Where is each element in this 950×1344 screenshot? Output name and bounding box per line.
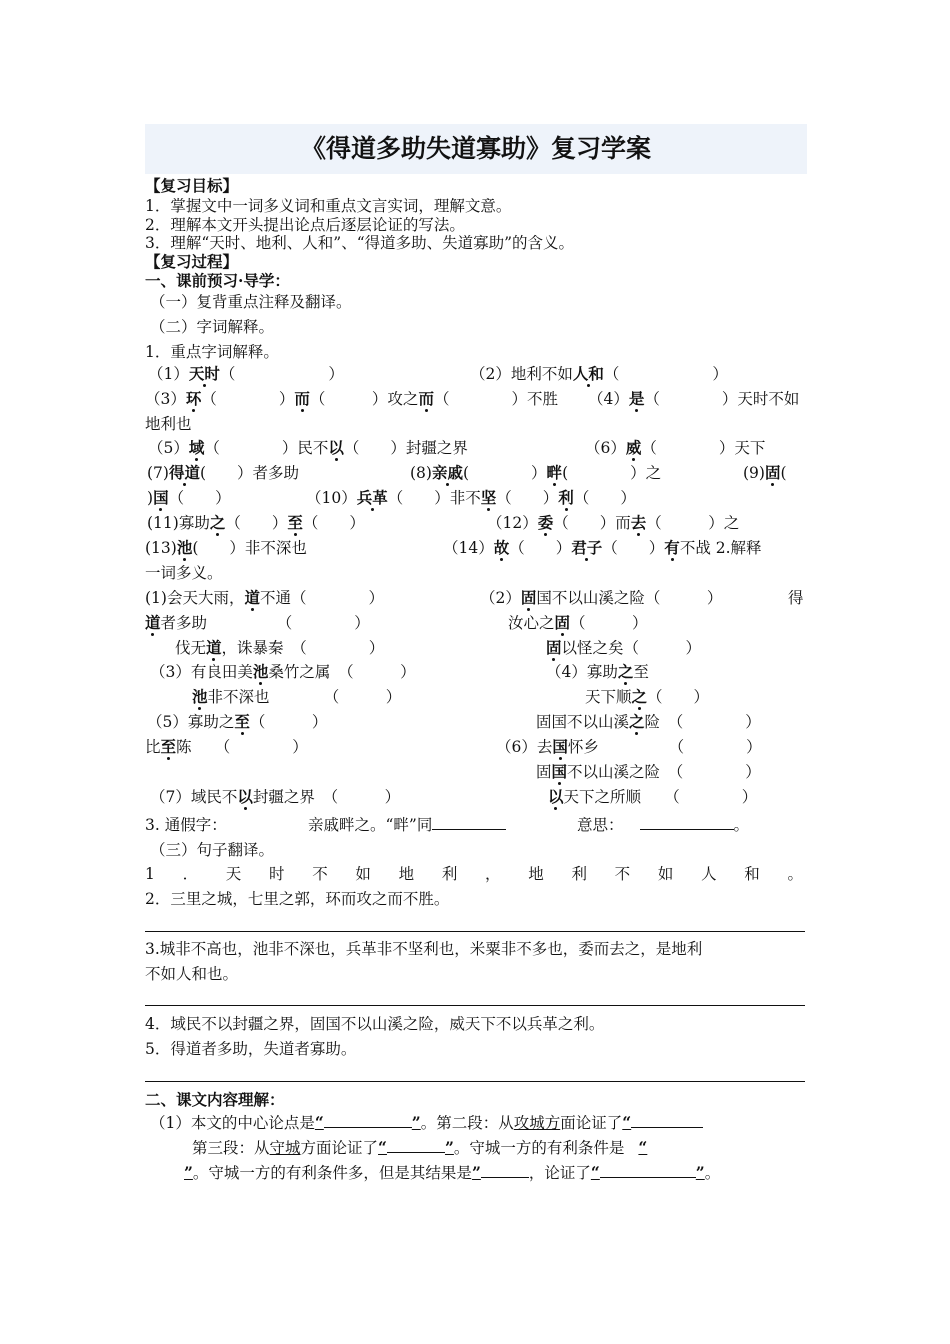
answer-line[interactable] [145,931,805,932]
tongjia-label: 3. 通假字： [145,816,227,834]
poly-item: （2）固国不以山溪之险（ ） [480,588,723,607]
answer-line[interactable] [145,1081,805,1082]
section-1: （一）复背重点注释及翻译。 [150,293,352,311]
vocab-item: )国（ ） [147,488,231,507]
process-heading: 【复习过程】 [145,252,239,271]
vocab-item: (9)固( [743,463,787,482]
vocab-item: （12）委（ ）而去（ ）之 [487,513,740,532]
poly-item: 道者多助 （ ） [145,613,370,632]
sentence-3-cont: 不如人和也。 [145,965,239,983]
answer-blank[interactable] [600,1163,696,1178]
poly-item: 固国不以山溪之险 （ ） [536,712,761,731]
poly-item: 汝心之固（ ） [508,613,648,632]
vocab-item: (7)得道( ）者多助 [147,463,300,482]
part1-heading: 一、课前预习·导学： [145,271,290,290]
vocab-item: (13)池( ）非不深也 [145,538,307,557]
vocab-item: （4）是（ ）天时不如 [588,389,800,408]
vocab-item: （2）地利不如人和（ ） [470,364,728,383]
goal-1: 1．掌握文中一词多义词和重点文言实词，理解文意。 [145,197,512,215]
vocab-item: (8)亲戚( ）畔( ）之 [410,463,662,482]
vocab-item: （10）兵革（ ）非不坚（ ）利（ ） [306,488,636,507]
answer-blank[interactable] [387,1138,445,1153]
poly-item: （3）有良田美池桑竹之属 （ ） [150,662,416,681]
poly-item: 固国不以山溪之险 （ ） [536,762,761,781]
vocab-item: （14）故（ ）君子（ ）有不战 2.解释 [443,538,762,557]
section-2: （二）字词解释。 [150,318,275,336]
vocab-item: (11)寡助之（ ）至（ ） [147,513,365,532]
poly-item: (1)会天大雨，道不通（ ） [145,588,384,607]
poly-item: 以天下之所顺 （ ） [548,787,758,806]
polysemy-heading: 一词多义。 [145,564,223,582]
vocab-item: （6）威（ ）天下 [585,438,766,457]
answer-blank[interactable] [481,1163,529,1178]
vocab-item: （1）天时（ ） [148,364,344,383]
answer-line[interactable] [145,1005,805,1006]
vocab-item: （3）环（ ）而（ ）攻之而（ ）不胜 [145,389,558,408]
poly-item: （7）域民不以封疆之界 （ ） [150,787,401,806]
sentence-4: 4．域民不以封疆之界，固国不以山溪之险，威天下不以兵革之利。 [145,1015,605,1033]
tongjia-meaning: 意思： 。 [577,816,750,834]
poly-item: （6）去国怀乡 （ ） [496,737,762,756]
vocab-item: 地利也 [145,415,192,433]
poly-item: 固以怪之矣（ ） [546,638,702,657]
goals-heading: 【复习目标】 [145,176,239,195]
poly-item: 得 [788,589,804,607]
answer-blank[interactable] [324,1113,412,1128]
goal-3: 3．理解“天时、地利、人和”、“得道多助、失道寡助”的含义。 [145,234,575,252]
poly-item: （4）寡助之至 [546,662,649,681]
section-3: （三）句子翻译。 [150,841,275,859]
poly-item: 伐无道，诛暴秦 （ ） [175,638,385,657]
part2-line-2: 第三段：从守城方面论证了“ ”。守城一方的有利条件是 “ [192,1138,648,1157]
part2-line-1: （1）本文的中心论点是“ ”。第二段：从攻城方面论证了“ [150,1113,703,1133]
tongjia-question: 亲戚畔之。“畔”同 [308,815,506,835]
answer-blank[interactable] [640,815,734,830]
sentence-1: 1．天时不如地利，地利不如人和。 [145,865,805,883]
poly-item: 比至陈 （ ） [145,737,308,756]
sentence-2: 2．三里之城，七里之郭，环而攻之而不胜。 [145,890,450,908]
poly-item: 池非不深也 （ ） [192,687,402,706]
sentence-5: 5．得道者多助，失道者寡助。 [145,1040,357,1058]
poly-item: 天下顺之（ ） [585,687,710,706]
goal-2: 2．理解本文开头提出论点后逐层论证的写法。 [145,216,465,234]
poly-item: （5）寡助之至（ ） [147,712,328,731]
answer-blank[interactable] [631,1113,703,1128]
vocab-heading: 1．重点字词解释。 [145,343,279,361]
answer-blank[interactable] [432,815,506,830]
part2-heading: 二、课文内容理解： [145,1090,285,1109]
part2-line-3: ”。守城一方的有利条件多，但是其结果是” ，论证了“ ”。 [184,1163,721,1182]
sentence-3: 3.城非不高也，池非不深也，兵革非不坚利也，米粟非不多也，委而去之，是地利 [145,940,703,958]
vocab-item: （5）域（ ）民不以（ ）封疆之界 [148,438,468,457]
page-title: 《得道多助失道寡助》复习学案 [145,124,807,174]
